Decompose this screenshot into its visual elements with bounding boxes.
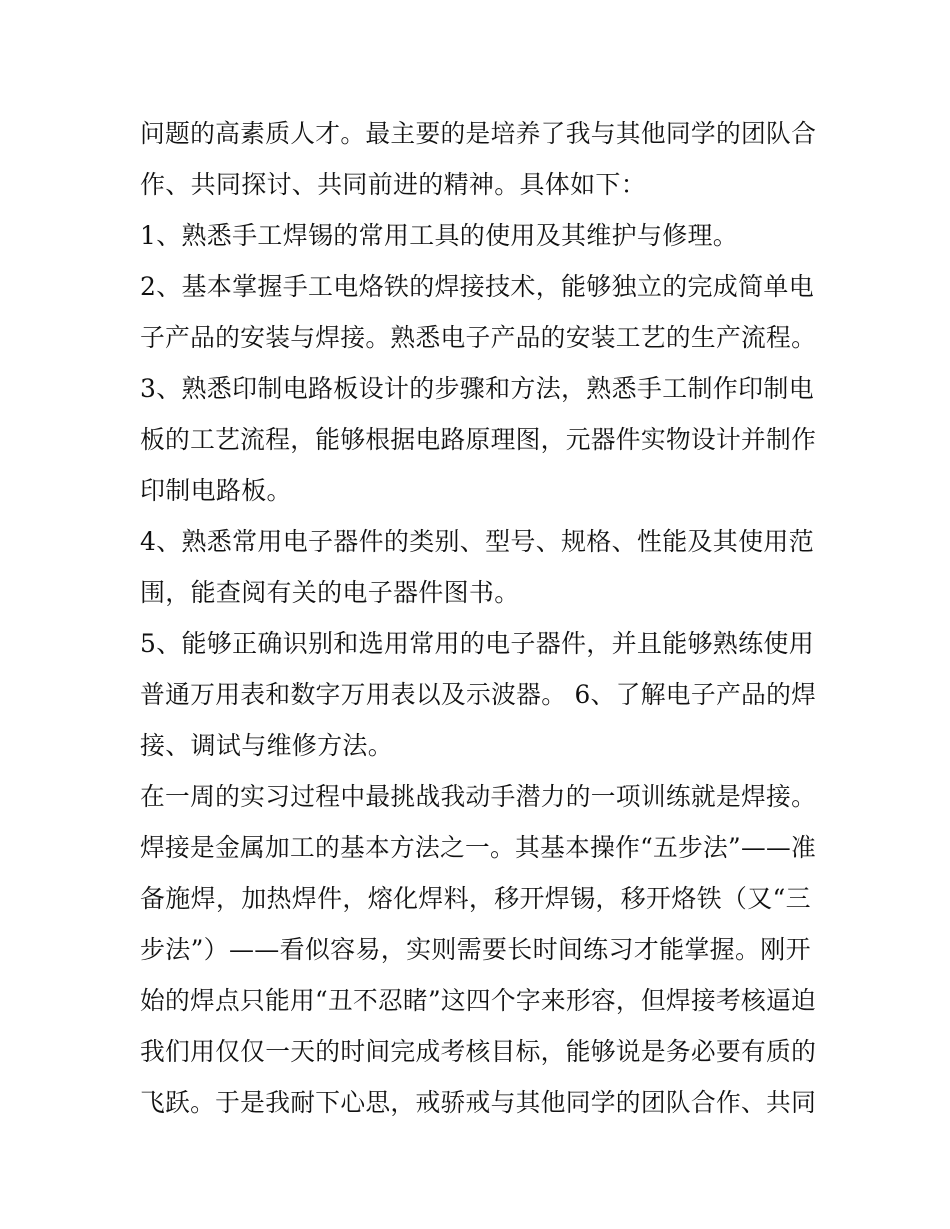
text-line: 印制电路板。 [140, 476, 292, 505]
text-line: 围，能查阅有关的电子器件图书。 [140, 578, 520, 607]
text-line: 子产品的安装与焊接。熟悉电子产品的安装工艺的生产流程。 [140, 323, 817, 352]
text-line: 作、共同探讨、共同前进的精神。具体如下： [140, 170, 647, 199]
list-item-3: 3、熟悉印制电路板设计的步骤和方法，熟悉手工制作印制电 [140, 374, 815, 403]
paragraph-line: 备施焊，加热焊件，熔化焊料，移开焊锡，移开烙铁（又“三 [140, 884, 811, 913]
paragraph-line: 我们用仅仅一天的时间完成考核目标，能够说是务必要有质的 [140, 1037, 817, 1066]
text-line: 问题的高素质人才。最主要的是培养了我与其他同学的团队合 [140, 119, 817, 148]
paragraph-line: 步法”）——看似容易，实则需要长时间练习才能掌握。刚开 [140, 935, 811, 964]
paragraph-line: 焊接是金属加工的基本方法之一。其基本操作“五步法”——准 [140, 833, 816, 862]
list-item-2: 2、基本掌握手工电烙铁的焊接技术，能够独立的完成简单电 [140, 272, 815, 301]
document-body [140, 108, 816, 1128]
paragraph-line: 在一周的实习过程中最挑战我动手潜力的一项训练就是焊接。 [140, 782, 817, 811]
list-item-5: 5、能够正确识别和选用常用的电子器件，并且能够熟练使用 [140, 629, 815, 658]
text-line: 普通万用表和数字万用表以及示波器。 6、了解电子产品的焊 [140, 680, 817, 709]
paragraph-line: 飞跃。于是我耐下心思，戒骄戒与其他同学的团队合作、共同 [140, 1088, 817, 1117]
text-line: 接、调试与维修方法。 [140, 731, 394, 760]
text-line: 板的工艺流程，能够根据电路原理图，元器件实物设计并制作 [140, 425, 817, 454]
paragraph-line: 始的焊点只能用“丑不忍睹”这四个字来形容，但焊接考核逼迫 [140, 986, 816, 1015]
list-item-1: 1、熟悉手工焊锡的常用工具的使用及其维护与修理。 [140, 221, 739, 250]
list-item-4: 4、熟悉常用电子器件的类别、型号、规格、性能及其使用范 [140, 527, 815, 556]
